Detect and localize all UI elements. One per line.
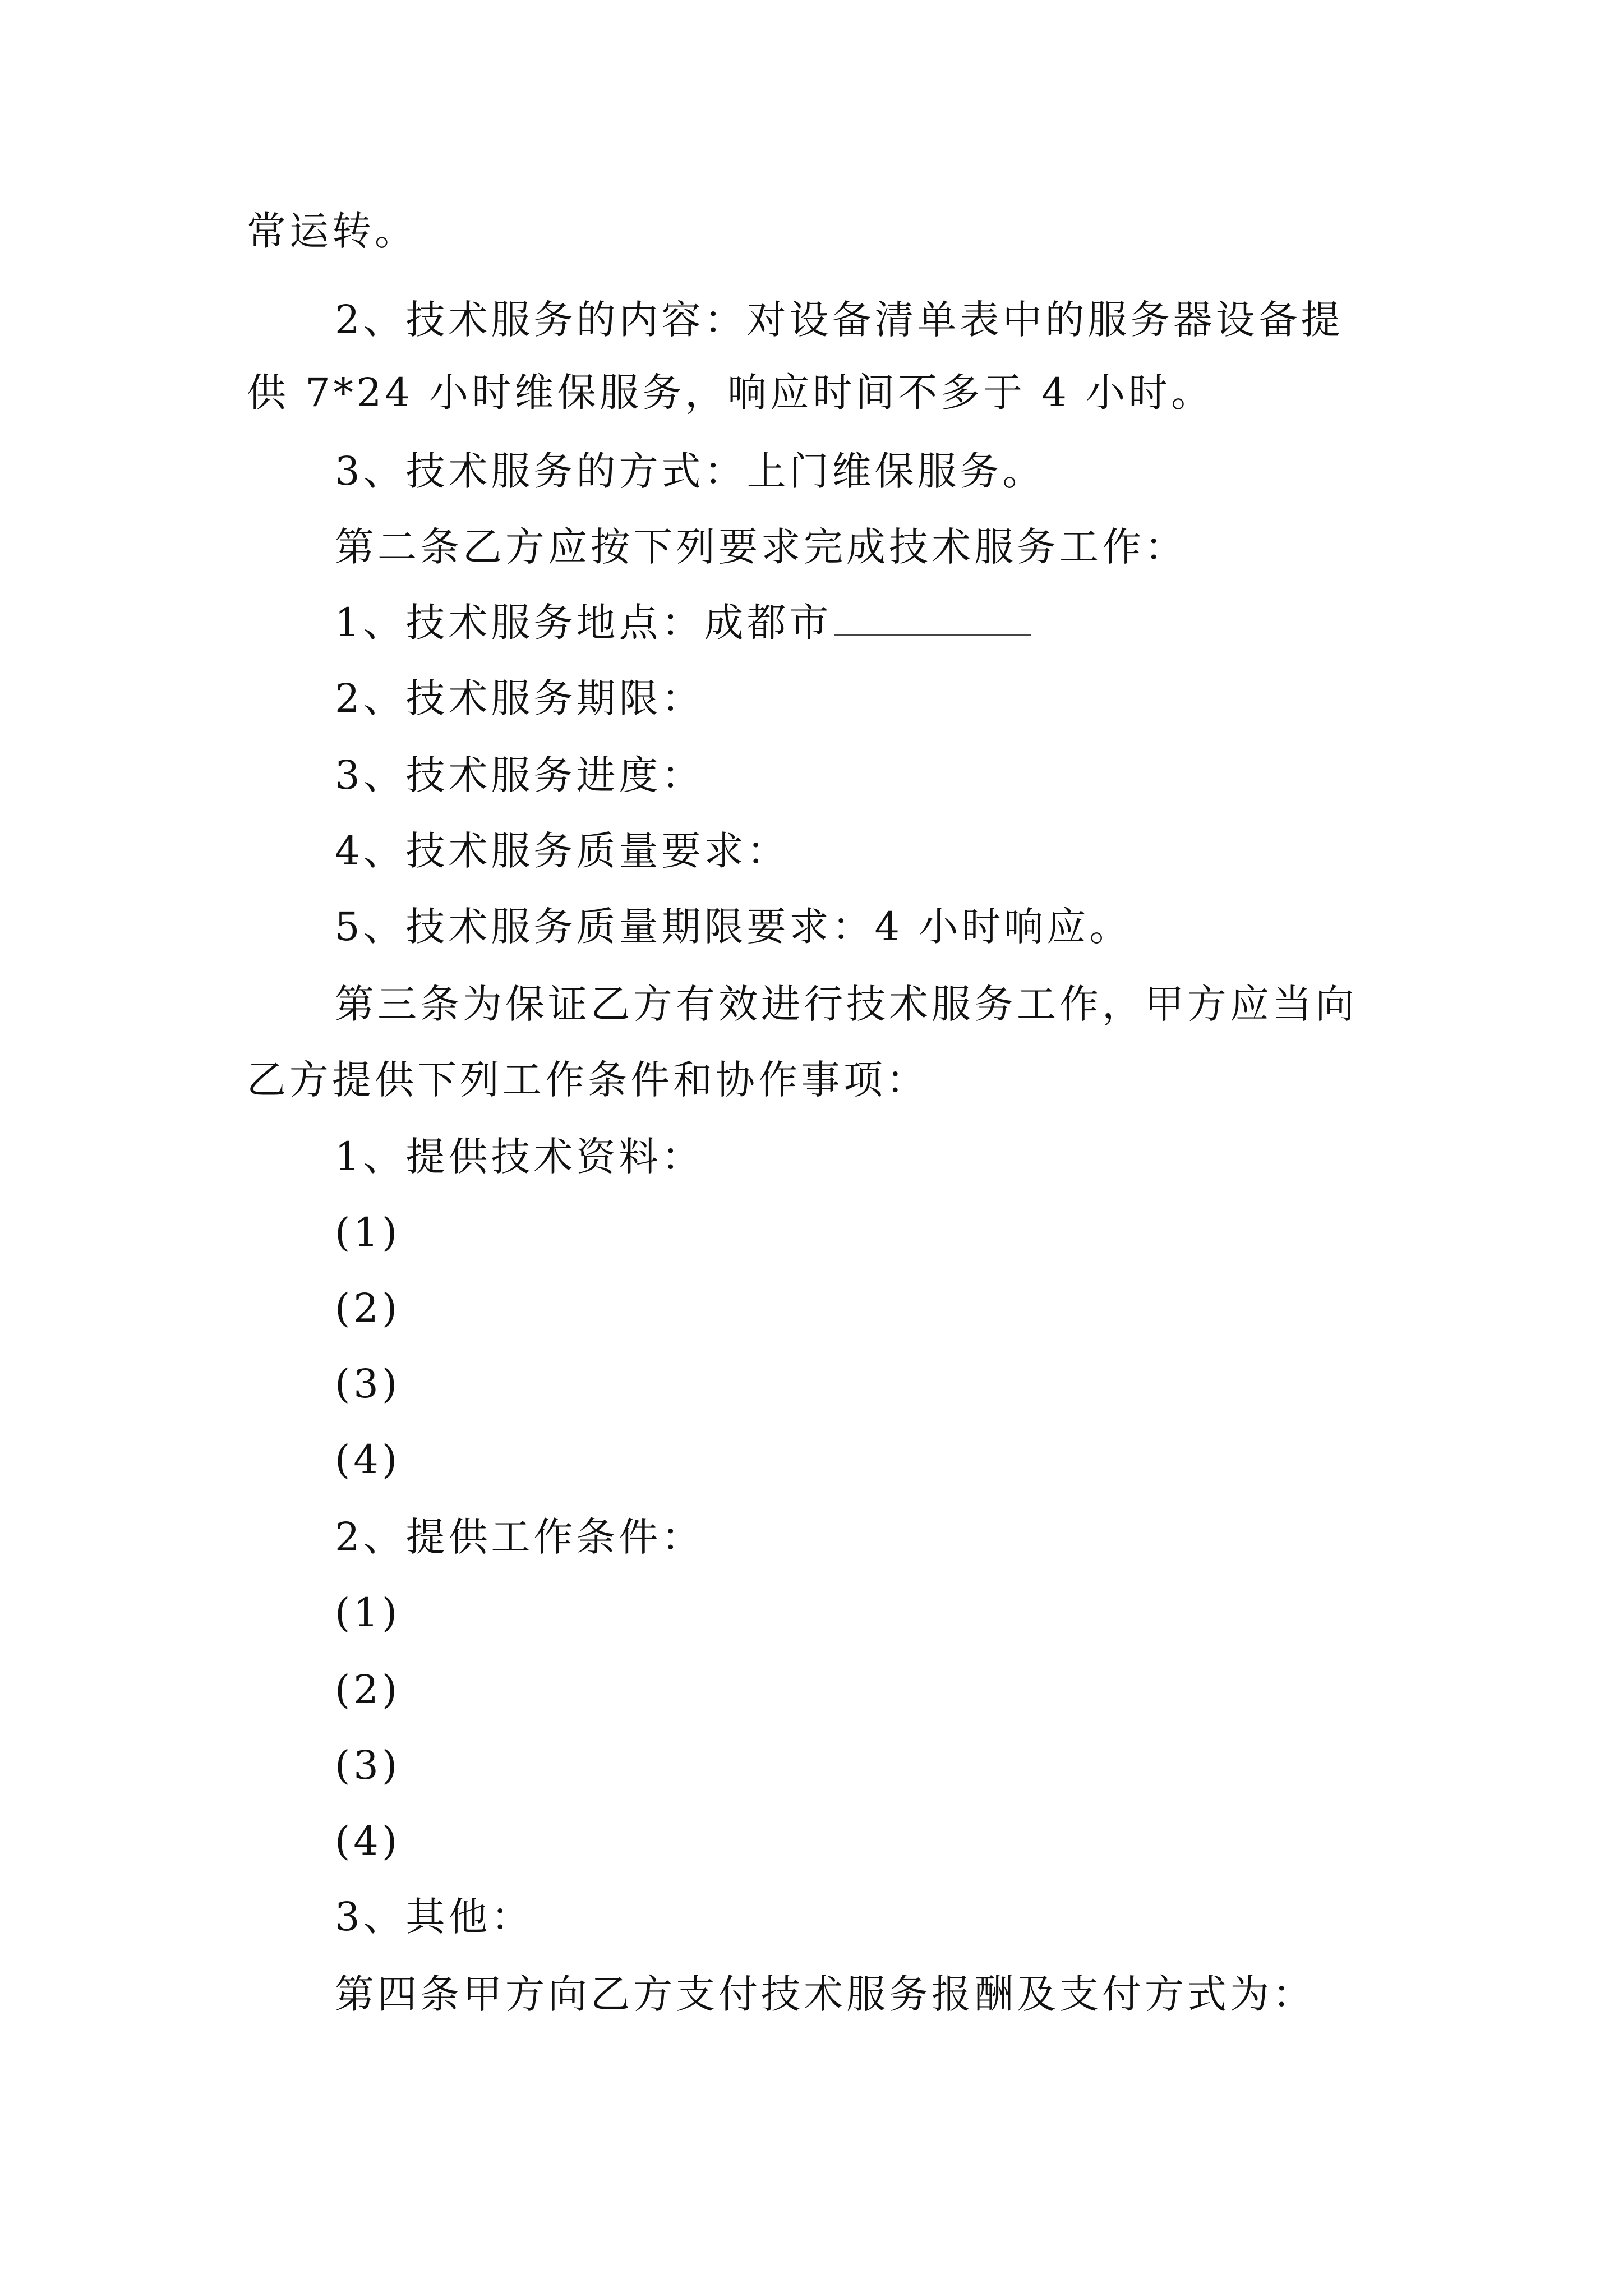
list-item-materials-3: (3) <box>335 1361 401 1407</box>
text-line-quality-requirements: 4、技术服务质量要求： <box>335 828 790 874</box>
text-line-service-period: 2、技术服务期限： <box>335 675 704 721</box>
list-item-conditions-4: (4) <box>335 1818 401 1864</box>
list-item-materials-2: (2) <box>335 1285 401 1331</box>
text-line-article-4: 第四条甲方向乙方支付技术服务报酬及支付方式为： <box>335 1971 1315 2017</box>
list-item-materials-4: (4) <box>335 1437 401 1483</box>
text-line-continuation: 常运转。 <box>247 208 417 254</box>
list-item-conditions-1: (1) <box>335 1590 401 1636</box>
text-line-article-3-cont: 乙方提供下列工作条件和协作事项： <box>247 1057 929 1103</box>
text-line-tech-materials: 1、提供技术资料： <box>335 1134 704 1180</box>
text-line-service-content: 2、技术服务的内容：对设备清单表中的服务器设备提 <box>335 297 1344 343</box>
location-blank-underline <box>834 595 1031 636</box>
text-line-work-conditions: 2、提供工作条件： <box>335 1514 704 1560</box>
text-line-service-method: 3、技术服务的方式：上门维保服务。 <box>335 448 1045 494</box>
text-line-article-2: 第二条乙方应按下列要求完成技术服务工作： <box>335 524 1187 570</box>
text-line-quality-period: 5、技术服务质量期限要求：4 小时响应。 <box>335 904 1132 950</box>
text-line-other: 3、其他： <box>335 1894 534 1940</box>
text-line-service-content-cont: 供 7*24 小时维保服务，响应时间不多于 4 小时。 <box>247 370 1214 416</box>
text-line-service-progress: 3、技术服务进度： <box>335 752 704 798</box>
text-line-article-3: 第三条为保证乙方有效进行技术服务工作，甲方应当向 <box>335 981 1358 1027</box>
list-item-conditions-2: (2) <box>335 1667 401 1713</box>
text-line-service-location <box>335 595 1484 651</box>
list-item-materials-1: (1) <box>335 1209 401 1255</box>
list-item-conditions-3: (3) <box>335 1742 401 1788</box>
service-location-text: 1、技术服务地点：成都市 <box>335 600 832 646</box>
